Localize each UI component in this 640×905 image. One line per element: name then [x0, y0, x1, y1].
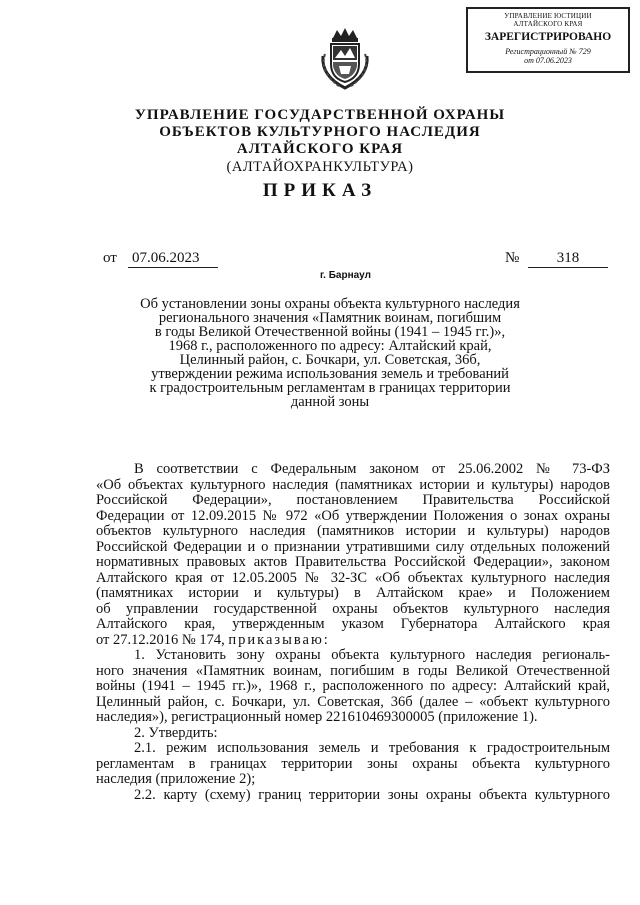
item-1-line: Целинный район, с. Бочкари, ул. Советская, 36б (далее – «объект культурного	[96, 693, 610, 710]
document-city: г. Барнаул	[320, 270, 371, 281]
subject-line: утверждении режима использования земель и требований	[151, 366, 509, 382]
stamp-status: ЗАРЕГИСТРИРОВАНО	[484, 31, 612, 43]
body-line: Алтайского края от 12.05.2005 № 32-ЗС «Об объектах культурного наследия	[96, 569, 610, 586]
subject-line: регионального значения «Памятник воинам, погибшим	[158, 310, 502, 326]
document-subject	[120, 297, 540, 409]
item-2-1-line: регламентам в границах территории зоны охраны объекта культурного	[96, 755, 610, 772]
org-name-line2: ОБЪЕКТОВ КУЛЬТУРНОГО НАСЛЕДИЯ	[159, 124, 481, 140]
org-name-line3: АЛТАЙСКОГО КРАЯ	[236, 141, 404, 157]
stamp-org-line1: УПРАВЛЕНИЕ ЮСТИЦИИ	[504, 12, 592, 20]
body-line: об управлении государственной охраны объектов культурного наследия	[96, 600, 610, 617]
stamp-reg-number: Регистрационный № 729	[505, 47, 591, 56]
body-line: «Об объектах культурного наследия (памятниках истории и культуры) народов	[96, 476, 610, 493]
org-abbreviation: (АЛТАЙОХРАНКУЛЬТУРА)	[226, 159, 414, 175]
subject-line: 1968 г., расположенного по адресу: Алтайский край,	[168, 338, 492, 354]
body-line	[96, 633, 610, 649]
item-1-line: войны (1941 – 1945 гг.)», 1968 г., расположенного по адресу: Алтайский край,	[96, 678, 610, 694]
document-body	[96, 462, 610, 803]
subject-line: к градостроительным регламентам в границах территории	[149, 380, 511, 396]
body-line: нормативных правовых актов Правительства Российской Федерации», законом	[96, 554, 610, 570]
number-label: №	[505, 250, 520, 266]
body-line: (памятниках истории и культуры) в Алтайском крае» и Положением	[96, 585, 610, 601]
stamp-org-line2: АЛТАЙСКОГО КРАЯ	[513, 20, 583, 28]
item-2: 2. Утвердить:	[134, 724, 218, 741]
org-name-line1: УПРАВЛЕНИЕ ГОСУДАРСТВЕННОЙ ОХРАНЫ	[134, 107, 506, 123]
subject-line: Целинный район, с. Бочкари, ул. Советская, 36б,	[179, 352, 481, 368]
item-1-line: 1. Установить зону охраны объекта культурного наследия региональ-	[134, 647, 610, 663]
date-label: от	[103, 250, 117, 266]
document-date: 07.06.2023	[128, 250, 218, 268]
registration-stamp	[466, 7, 630, 73]
document-number: 318	[528, 250, 608, 268]
body-line: Федерации от 12.09.2015 № 972 «Об утверждении Положения о зонах охраны	[96, 507, 610, 524]
altai-krai-coat-of-arms-icon	[315, 26, 375, 92]
body-line: Российской Федерации», постановлением Правительства Российской	[96, 492, 610, 508]
body-line: объектов культурного наследия (памятников истории и культуры) народов	[96, 523, 610, 539]
stamp-reg-date: от 07.06.2023	[524, 56, 572, 65]
subject-line: Об установлении зоны охраны объекта культурного наследия	[140, 296, 520, 312]
preamble-end: от 27.12.2016 № 174,	[96, 631, 225, 648]
item-1-line: наследия»), регистрационный номер 221610469300005 (приложение 1).	[96, 709, 538, 725]
item-2-1-line: 2.1. режим использования земель и требования к градостроительным	[134, 740, 610, 756]
subject-line: в годы Великой Отечественной войны (1941 – 1945 гг.)»,	[154, 324, 506, 340]
item-2-1-line: наследия (приложение 2);	[96, 771, 256, 787]
body-line: Алтайского края, утвержденным указом Губернатора Алтайского края	[96, 616, 610, 632]
body-line: В соответствии с Федеральным законом от 25.06.2002 № 73-ФЗ	[134, 461, 610, 477]
subject-line: данной зоны	[290, 394, 370, 410]
item-1-line: ного значения «Памятник воинам, погибшим в годы Великой Отечественной	[96, 662, 610, 679]
order-word: приказываю:	[228, 631, 330, 648]
item-2-2-line: 2.2. карту (схему) границ территории зоны охраны объекта культурного	[134, 786, 610, 803]
document-title: ПРИКАЗ	[262, 180, 378, 201]
body-line: Российской Федерации и о признании утратившими силу отдельных положений	[96, 538, 610, 555]
